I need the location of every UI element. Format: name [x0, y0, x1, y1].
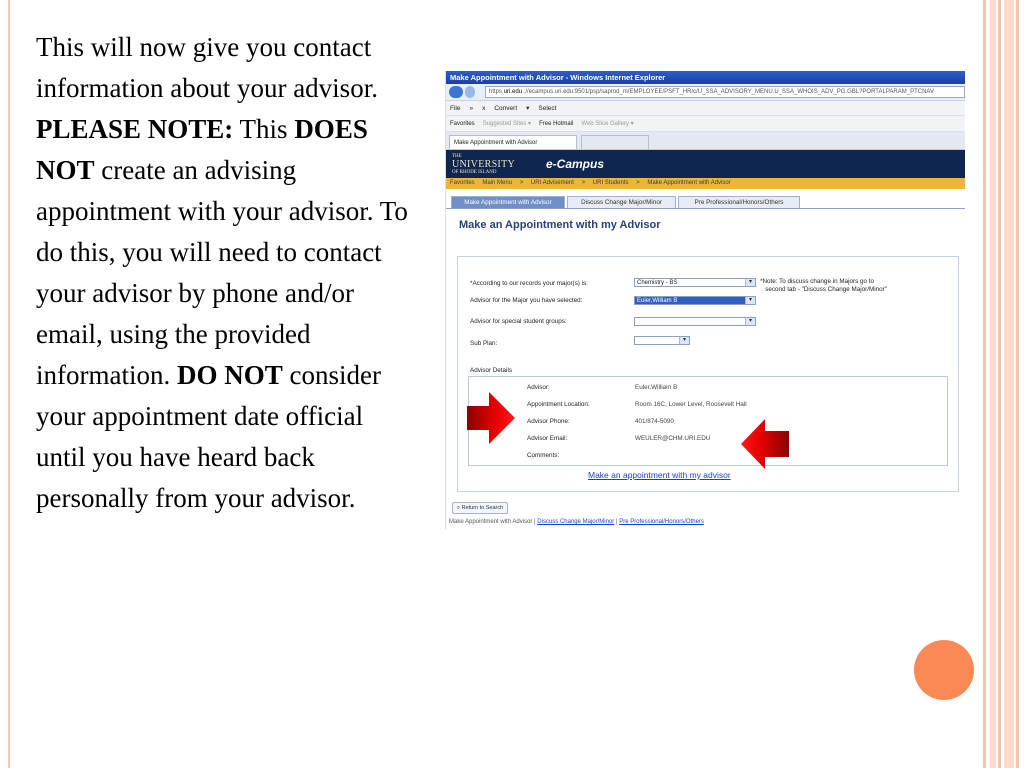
logo-text: OF RHODE ISLAND — [452, 170, 497, 175]
browser-tab-row — [446, 132, 965, 150]
return-button-label: Return to Search — [461, 505, 504, 511]
browser-tab[interactable]: Make Appointment with Advisor — [449, 135, 577, 149]
location-label: Appointment Location: — [527, 401, 590, 408]
breadcrumb-item[interactable]: URI Students — [592, 180, 629, 186]
logo-text: UNIVERSITY — [452, 159, 515, 170]
note-text: *Note: To discuss change in Majors go to — [760, 278, 874, 285]
note-text: second tab - "Discuss Change Major/Minor" — [765, 286, 887, 293]
window-title: Make Appointment with Advisor - Windows Internet Explorer — [446, 71, 965, 84]
special-groups-select[interactable] — [634, 317, 756, 326]
email-label: Advisor Email: — [527, 435, 568, 442]
special-groups-label: Advisor for special student groups: — [470, 318, 567, 325]
text-run: create an advising appointment with your advisor. To do this, you will need to contact your advisor by phone and/or email, using the provided information. — [36, 155, 408, 390]
menu-convert[interactable]: Convert — [494, 104, 518, 112]
red-arrow-right-icon — [467, 392, 515, 444]
major-label: *According to our records your major(s) is: — [470, 280, 588, 287]
advisor-major-select[interactable] — [634, 296, 756, 305]
advisor-major-value: Euler,William B — [637, 298, 678, 304]
url-scheme: https — [489, 89, 503, 95]
advisor-label: Advisor: — [527, 384, 550, 391]
slide-right-border — [998, 0, 1001, 768]
menu-select[interactable]: Select — [538, 104, 557, 112]
breadcrumb — [446, 178, 965, 189]
text-run-bold: DO NOT — [176, 360, 283, 390]
text-run: This — [233, 114, 295, 144]
major-select[interactable] — [634, 278, 756, 287]
slide-body-text — [36, 27, 416, 519]
subplan-select[interactable] — [634, 336, 690, 345]
footer-current-page: Make Appointment with Advisor | — [449, 519, 538, 525]
appointment-form — [457, 256, 959, 492]
chevron-down-icon: ▾ — [679, 337, 689, 344]
tab-make-appointment[interactable]: Make Appointment with Advisor — [451, 196, 565, 208]
make-appointment-link[interactable]: Make an appointment with my advisor — [588, 470, 731, 480]
page-tabs — [446, 194, 965, 209]
footer-separator: | — [614, 519, 620, 525]
breadcrumb-item[interactable]: Make Appointment with Advisor — [647, 180, 731, 186]
chevron-down-icon: ▾ — [745, 279, 755, 286]
favorites-button[interactable]: Favorites — [450, 120, 475, 127]
slide-right-border — [1004, 0, 1014, 768]
decorative-circle — [914, 640, 974, 700]
uri-logo — [452, 153, 515, 177]
menu-close[interactable]: x — [482, 104, 486, 112]
breadcrumb-sep: > — [636, 180, 640, 186]
chevron-down-icon: ▾ — [745, 318, 755, 325]
breadcrumb-item[interactable]: Favorites — [450, 180, 475, 186]
breadcrumb-sep: > — [519, 180, 524, 186]
url-host: uri.edu — [503, 89, 523, 95]
change-major-note — [760, 278, 950, 294]
menu-more[interactable]: » — [469, 104, 474, 112]
logo-text: THE — [452, 154, 462, 159]
footer-link-discuss-change[interactable]: Discuss Change Major/Minor — [537, 519, 615, 525]
chevron-down-icon: ▾ — [745, 297, 755, 304]
address-bar-row — [446, 84, 965, 101]
comments-label: Comments: — [527, 452, 560, 459]
text-run: consider your appointment date official until you have heard back personally from your advisor. — [36, 360, 381, 513]
address-bar[interactable] — [485, 86, 965, 98]
menu-bar — [446, 101, 965, 116]
subplan-label: Sub Plan: — [470, 340, 498, 347]
text-run-bold: PLEASE NOTE: — [36, 114, 234, 144]
menu-file[interactable]: File — [450, 104, 461, 112]
ecampus-header — [446, 150, 965, 178]
favorites-bar — [446, 116, 965, 132]
back-icon[interactable] — [449, 86, 463, 98]
text-run: This will now give you contact information about your advisor. — [36, 32, 378, 103]
phone-label: Advisor Phone: — [527, 418, 570, 425]
footer-links — [449, 519, 704, 525]
slide-right-border — [983, 0, 986, 768]
breadcrumb-item[interactable]: Main Menu — [482, 180, 513, 186]
advisor-details-label: Advisor Details — [470, 367, 512, 374]
ecampus-brand: e-Campus — [546, 157, 605, 171]
return-to-search-button[interactable]: ⌕ Return to Search — [452, 502, 508, 514]
advisor-major-label: Advisor for the Major you have selected: — [470, 297, 583, 304]
text-run-bold: DOES NOT — [36, 114, 368, 185]
email-value: WEULER@CHM.URI.EDU — [635, 435, 711, 442]
advisor-details-box — [468, 376, 948, 466]
advisor-value: Euler,William B — [635, 384, 678, 391]
footer-link-pre-professional[interactable]: Pre Professional/Honors/Others — [619, 519, 704, 525]
suggested-sites[interactable]: Suggested Sites ▾ — [482, 121, 532, 127]
tab-pre-professional[interactable]: Pre Professional/Honors/Others — [678, 196, 800, 208]
page-title: Make an Appointment with my Advisor — [459, 219, 661, 231]
tab-discuss-change-major[interactable]: Discuss Change Major/Minor — [567, 196, 676, 208]
red-arrow-left-icon — [741, 419, 789, 469]
slide-right-border — [990, 0, 996, 768]
new-tab-button[interactable] — [581, 135, 649, 149]
phone-value: 401/874-5090 — [635, 418, 674, 425]
web-slice-gallery[interactable]: Web Slice Gallery ▾ — [581, 121, 634, 127]
major-value: Chemistry - BS — [637, 280, 678, 286]
slide-right-border — [1016, 0, 1019, 768]
browser-screenshot — [445, 71, 965, 529]
menu-convert-arrow[interactable]: ▾ — [526, 105, 530, 112]
breadcrumb-sep: > — [581, 180, 586, 186]
forward-icon[interactable] — [465, 86, 475, 98]
slide-left-border — [8, 0, 10, 768]
url-path: ://ecampus.uri.edu:9501/psp/saprod_m/EMPLOYEE/PSFT_HR/c/U_SSA_ADVISORY_MENU.U_SSA_WHOIS_ADV_PG.GBL?PORTALPARAM_PTCNAV — [523, 89, 934, 95]
breadcrumb-item[interactable]: URI Advisement — [530, 180, 574, 186]
free-hotmail[interactable]: Free Hotmail — [539, 120, 574, 127]
location-value: Room 16C, Lower Level, Roosevelt Hall — [635, 401, 747, 408]
